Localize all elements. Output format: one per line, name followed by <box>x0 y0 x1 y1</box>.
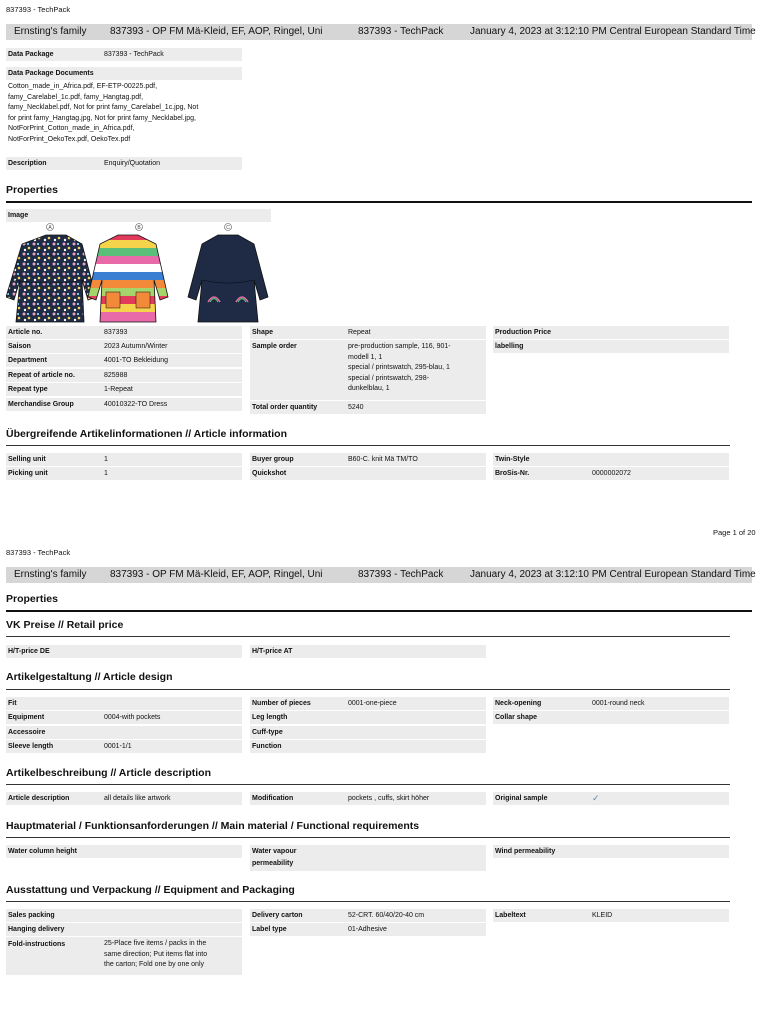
description-label: Description <box>8 160 47 167</box>
brosis-value: 0000002072 <box>592 470 631 477</box>
water-column-label: Water column height <box>8 848 77 855</box>
section-rule <box>6 837 730 838</box>
image-label: Image <box>8 212 29 219</box>
sample-line: special / printswatch, 298- <box>348 374 429 382</box>
picking-unit-label: Picking unit <box>8 470 48 477</box>
doc-title: 837393 - TechPack <box>6 548 71 557</box>
buyer-group-value: B60-C. knit Mä TM/TO <box>348 456 418 463</box>
saison-label: Saison <box>8 343 31 350</box>
sleeve-length-label: Sleeve length <box>8 743 54 750</box>
table-row <box>6 697 242 711</box>
header-package: 837393 - TechPack <box>358 26 444 37</box>
sales-packing-label: Sales packing <box>8 912 55 919</box>
saison-value: 2023 Autumn/Winter <box>104 343 168 350</box>
department-label: Department <box>8 357 47 364</box>
table-row <box>250 740 486 754</box>
header-timestamp: January 4, 2023 at 3:12:10 PM Central European Standard Time <box>470 569 756 580</box>
price-at-label: H/T-price AT <box>252 648 293 655</box>
pieces-value: 0001-one-piece <box>348 700 397 707</box>
page-header <box>6 24 756 40</box>
quickshot-label: Quickshot <box>252 470 287 477</box>
document-line: NotForPrint_Cotton_made_in_Africa.pdf, <box>8 125 135 132</box>
water-vapour-label: Water vapour <box>252 848 297 855</box>
marker-a: A <box>48 225 52 231</box>
fold-instructions-value <box>104 939 240 971</box>
section-rule <box>6 201 752 203</box>
documents-label: Data Package Documents <box>8 70 94 77</box>
document-line: for print famy_Hangtag.jpg, Not for print famy_Necklabel.jpg, <box>8 114 196 122</box>
sample-order-value <box>348 342 488 395</box>
properties-title: Properties <box>6 184 58 196</box>
delivery-carton-value: 52-CRT. 60/40/20-40 cm <box>348 912 425 919</box>
brosis-label: BroSis-Nr. <box>495 470 530 477</box>
fit-label: Fit <box>8 700 17 707</box>
production-price-label: Production Price <box>495 329 552 336</box>
modification-value: pockets , cuffs, skirt höher <box>348 795 430 802</box>
department-value: 4001-TO Bekleidung <box>104 357 169 364</box>
article-no-value: 837393 <box>104 329 128 336</box>
hanging-delivery-label: Hanging delivery <box>8 926 65 933</box>
label-type-value: 01-Adhesive <box>348 926 387 933</box>
header-article: 837393 - OP FM Mä-Kleid, EF, AOP, Ringel, Uni <box>110 26 323 37</box>
description-value: Enquiry/Quotation <box>104 160 161 167</box>
marker-b: B <box>137 225 141 231</box>
sample-line: modell 1, 1 <box>348 353 383 361</box>
marker-c: C <box>226 225 230 231</box>
section-rule <box>6 610 752 612</box>
twin-style-label: Twin-Style <box>495 456 530 463</box>
check-icon: ✓ <box>592 793 600 803</box>
table-row <box>493 340 729 354</box>
modification-label: Modification <box>252 795 294 802</box>
doc-title: 837393 - TechPack <box>6 5 71 14</box>
equipment-label: Equipment <box>8 714 45 721</box>
buyer-group-label: Buyer group <box>252 456 294 463</box>
header-article: 837393 - OP FM Mä-Kleid, EF, AOP, Ringel, Uni <box>110 569 323 580</box>
fold-line: the carton; Fold one by one only <box>104 961 205 968</box>
cuff-type-label: Cuff-type <box>252 729 283 736</box>
water-vapour-label-2: permeability <box>252 860 294 867</box>
function-label: Function <box>252 743 282 750</box>
original-sample-label: Original sample <box>495 795 548 802</box>
repeat-type-value: 1-Repeat <box>104 386 133 393</box>
image-label-row <box>6 209 271 223</box>
delivery-carton-label: Delivery carton <box>252 912 303 919</box>
documents-list <box>8 82 248 145</box>
accessoire-label: Accessoire <box>8 729 46 736</box>
neck-opening-value: 0001-round neck <box>592 700 645 707</box>
label-type-label: Label type <box>252 926 287 933</box>
sample-line: pre-production sample, 116, 901- <box>348 343 451 350</box>
repeat-article-label: Repeat of article no. <box>8 372 75 379</box>
selling-unit-value: 1 <box>104 456 108 463</box>
sample-line: dunkelblau, 1 <box>348 385 390 392</box>
fold-instructions-label: Fold-instructions <box>8 941 66 948</box>
section-rule <box>6 689 730 690</box>
header-brand: Ernsting's family <box>14 26 87 37</box>
merchandise-group-value: 40010322-TO Dress <box>104 401 168 408</box>
fold-line: 25-Place five items / packs in the <box>104 940 207 947</box>
dress-sketches <box>6 222 274 324</box>
sample-order-label: Sample order <box>252 343 297 350</box>
packaging-title: Ausstattung und Verpackung // Equipment and Packaging <box>6 884 295 896</box>
shape-label: Shape <box>252 329 274 336</box>
sleeve-length-value: 0001-1/1 <box>104 743 132 750</box>
labelling-label: labelling <box>495 343 524 350</box>
article-info-title: Übergreifende Artikelinformationen // Article information <box>6 428 288 440</box>
repeat-type-label: Repeat type <box>8 386 48 393</box>
total-quantity-label: Total order quantity <box>252 404 318 411</box>
section-rule <box>6 784 730 785</box>
main-material-title: Hauptmaterial / Funktionsanforderungen // Main material / Functional requirements <box>6 820 420 832</box>
collar-shape-label: Collar shape <box>495 714 538 721</box>
product-image <box>6 222 274 324</box>
price-de-label: H/T-price DE <box>8 648 50 655</box>
page-header <box>6 567 756 583</box>
labeltext-value: KLEID <box>592 912 613 919</box>
document-line: famy_Carelabel_1c.pdf, famy_Hangtag.pdf, <box>8 93 144 101</box>
total-quantity-value: 5240 <box>348 404 364 411</box>
properties-title: Properties <box>6 593 58 605</box>
pieces-label: Number of pieces <box>252 700 311 707</box>
section-rule <box>6 901 730 902</box>
data-package-label: Data Package <box>8 51 54 58</box>
leg-length-label: Leg length <box>252 714 288 721</box>
article-description-value: all details like artwork <box>104 795 171 802</box>
document-line: Cotton_made_in_Africa.pdf, EF-ETP-00225.pdf, <box>8 83 158 90</box>
sample-line: special / printswatch, 295-blau, 1 <box>348 364 450 371</box>
page-number: Page 1 of 20 <box>713 528 756 537</box>
fold-line: same direction; Put items flat into <box>104 950 208 958</box>
section-rule <box>6 636 730 637</box>
labeltext-label: Labeltext <box>495 912 526 919</box>
header-package: 837393 - TechPack <box>358 569 444 580</box>
wind-permeability-label: Wind permeability <box>495 848 556 855</box>
table-row <box>250 726 486 740</box>
document-line: famy_Necklabel.pdf, Not for print famy_Carelabel_1c.jpg, Not <box>8 104 199 111</box>
document-line: NotForPrint_OekoTex.pdf, OekoTex.pdf <box>8 135 131 143</box>
header-brand: Ernsting's family <box>14 569 87 580</box>
retail-price-title: VK Preise // Retail price <box>6 619 124 631</box>
selling-unit-label: Selling unit <box>8 456 46 463</box>
article-no-label: Article no. <box>8 329 43 336</box>
article-description-title: Artikelbeschreibung // Article description <box>6 767 211 779</box>
section-rule <box>6 445 730 446</box>
merchandise-group-label: Merchandise Group <box>8 401 74 408</box>
picking-unit-value: 1 <box>104 470 108 477</box>
repeat-article-value: 825988 <box>104 372 128 379</box>
neck-opening-label: Neck-opening <box>495 700 542 707</box>
article-design-title: Artikelgestaltung // Article design <box>6 671 173 683</box>
header-timestamp: January 4, 2023 at 3:12:10 PM Central European Standard Time <box>470 26 756 37</box>
shape-value: Repeat <box>348 329 371 336</box>
article-description-label: Article description <box>8 795 70 802</box>
data-package-value: 837393 - TechPack <box>104 51 164 58</box>
equipment-value: 0004-with pockets <box>104 714 161 721</box>
